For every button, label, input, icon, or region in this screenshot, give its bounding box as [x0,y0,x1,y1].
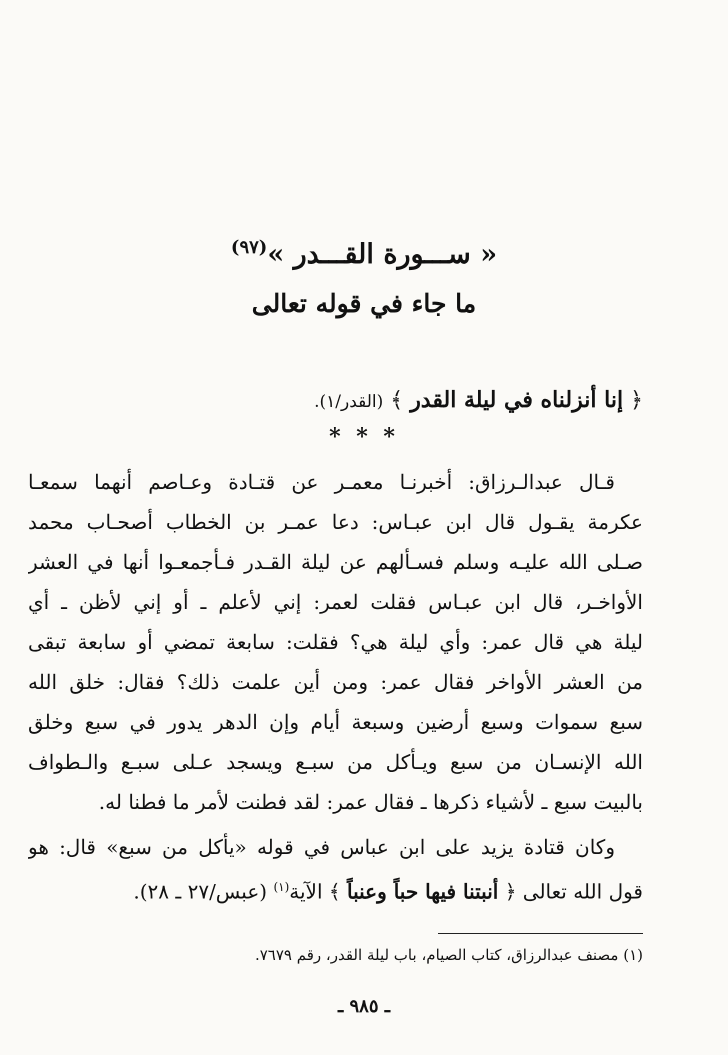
footnote-marker: (١) [273,880,290,894]
page-number: ـ ٩٨٥ ـ [337,996,391,1017]
text-line: عكرمة يقـول قال ابن عبـاس: دعا عمـر بن الخطاب أصحـاب محمد [28,510,643,534]
footnote-divider [438,933,643,934]
qatada-paragraph [28,827,643,907]
text-line: سبع سموات وسبع أرضين وسبعة أيام وإن الدهر يدور في سبع وخلق [28,710,643,734]
quran-verse [83,380,643,422]
text-line: بالبيت سبع ـ لأشياء ذكرها ـ فقال عمر: لقد فطنت لأمر ما فطنا له. [98,790,643,814]
text-fragment: قول الله تعالى [522,879,643,904]
text-line: وكان قتادة يزيد على ابن عباس في قوله «يأكل من سبع» قال: هو [28,835,615,859]
verse-open-bracket: ﴿ [504,879,517,904]
text-line [28,867,643,907]
verse-reference: (القدر/١). [314,392,384,412]
separator: * * * [329,424,399,450]
verse-text: إنا أنزلناه في ليلة القدر [410,387,624,413]
hadith-paragraph [28,462,643,822]
text-line: من العشر الأواخر فقال عمر: ومن أين علمت ذلك؟ فقال: خلق الله [28,670,643,694]
surah-title [0,228,728,275]
text-line: ليلة هي قال عمر: وأي ليلة هي؟ فقلت: سابعة تمضي أو سابعة تبقى [28,630,643,654]
surah-number: (٩٧) [230,237,268,258]
verse-close-bracket: ﴾ [328,879,341,904]
footnote-number: (١) [623,946,643,964]
text-line: الله الإنسـان من سبع ويـأكل من سبـع ويسجد عـلى سبـع والـطواف [28,750,643,774]
verse-open-bracket: ﴿ [630,388,643,413]
section-title: ما جاء في قوله تعالى [251,289,477,318]
surah-name: « ســـورة القـــدر » [267,239,498,270]
text-fragment: الآية [289,879,323,904]
verse-text: أنبتنا فيها حباً وعنباً [346,879,499,904]
footnote-text: مصنف عبدالرزاق، كتاب الصيام، باب ليلة القدر، رقم ٧٦٧٩. [254,946,619,964]
text-line: الأواخـر، قال ابن عبـاس فقلت لعمر: إني لأعلم ـ أو إني لأظن ـ أي [28,590,643,614]
verse-reference: (عبس/٢٧ ـ ٢٨). [133,879,268,904]
text-line: صـلى الله عليـه وسلم فسـألهم عن ليلة القـدر فـأجمعـوا أنها في العشر [28,550,643,574]
footnote [83,943,643,967]
text-line: قـال عبدالـرزاق: أخبرنـا معمـر عن قتـادة وعـاصم أنهما سمعـا [28,470,615,494]
verse-close-bracket: ﴾ [390,388,404,413]
